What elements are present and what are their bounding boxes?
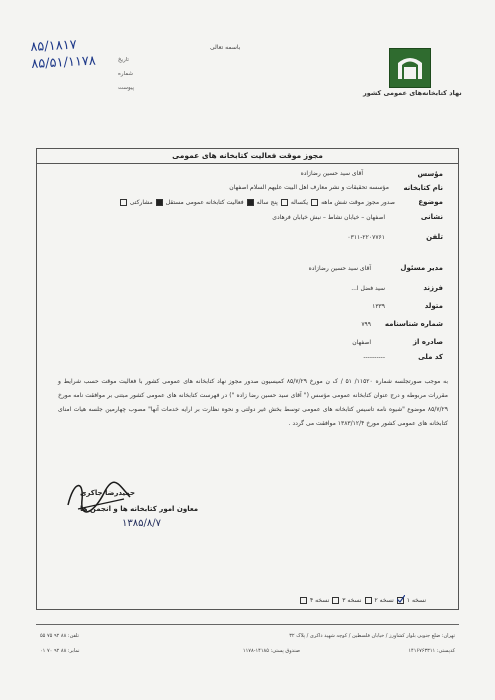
option-activity: فعالیت کتابخانه عمومی مستقل bbox=[165, 199, 244, 206]
footer-fax: نمابر: ۸۸ ۹۲ ۷۰ ۰۱ bbox=[40, 648, 80, 654]
checkmark-icon bbox=[397, 595, 405, 603]
copy-4-checkbox[interactable] bbox=[300, 597, 307, 604]
address-label: نشانی bbox=[420, 213, 443, 221]
attachment-label: پیوست bbox=[118, 85, 135, 91]
date-label: تاریخ bbox=[118, 57, 129, 63]
child-of-label: فرزند bbox=[423, 284, 443, 292]
subject-options bbox=[120, 199, 395, 206]
footer-phone-label: تلفن bbox=[69, 633, 79, 639]
subject-value: صدور مجوز موقت شش ماهه bbox=[321, 199, 395, 206]
handwritten-ref-line-1: ۸۵/۱۸۱۷ bbox=[30, 37, 78, 55]
handwritten-ref-line-2: ۸۵/۵۱/۱۱۷۸ bbox=[30, 53, 97, 72]
option-five-year: پنج ساله bbox=[256, 199, 278, 206]
checkbox-six-month[interactable] bbox=[311, 199, 318, 206]
manager-value: آقای سید حسین رضازاده bbox=[308, 265, 371, 272]
footer-phone: تلفن: ۸۸ ۹۲ ۷۵ ۵۵ bbox=[40, 633, 79, 639]
signatory-role: معاون امور کتابخانه ها و انجمن ها bbox=[80, 505, 199, 513]
national-code-value: ---------- bbox=[363, 354, 385, 361]
footer-phone-value: ۸۸ ۹۲ ۷۵ ۵۵ bbox=[40, 633, 67, 639]
id-number-value: ۷۹۹ bbox=[361, 321, 371, 328]
footer-fax-label: نمابر bbox=[69, 648, 80, 654]
checkbox-five-year[interactable] bbox=[247, 199, 254, 206]
born-value: ۱۳۳۹ bbox=[372, 303, 385, 310]
issued-from-label: صادره از bbox=[412, 338, 443, 346]
option-partnership: مشارکتی bbox=[129, 199, 153, 206]
checkbox-one-year[interactable] bbox=[281, 199, 288, 206]
copy-4-label: نسخه ۴ bbox=[310, 597, 330, 604]
library-name-label: نام کتابخانه bbox=[403, 184, 443, 192]
founder-value: آقای سید حسین رضازاده bbox=[300, 170, 363, 177]
form-header-divider bbox=[36, 163, 459, 164]
checkbox-partnership[interactable] bbox=[120, 199, 127, 206]
option-one-year: یکساله bbox=[290, 199, 309, 206]
signature-date: ۱۳۸۵/۸/۷ bbox=[122, 518, 161, 529]
born-label: متولد bbox=[424, 302, 443, 310]
number-label: شماره bbox=[118, 71, 134, 77]
footer-po-box: صندوق پستی: ۱۴۱۸۵-۱۱۷۸ bbox=[242, 648, 300, 654]
checkbox-activity[interactable] bbox=[156, 199, 163, 206]
copy-2-label: نسخه ۲ bbox=[374, 597, 394, 604]
phone-value: ۰۳۱۱-۲۲۰۷۷۶۱ bbox=[347, 234, 385, 241]
library-name-value: مؤسسه تحقیقات و نشر معارف اهل البیت علیهم السلام اصفهان bbox=[229, 184, 389, 191]
national-code-label: کد ملی bbox=[418, 353, 443, 361]
signatory-name: حمیدرضا جاکری bbox=[80, 489, 136, 497]
phone-label: تلفن bbox=[426, 233, 443, 241]
copy-3-checkbox[interactable] bbox=[332, 597, 339, 604]
footer-address: تهران: ضلع جنوبی بلوار کشاورز / خیابان فلسطین / کوچه شهید ذاکری / پلاک ۳۲ bbox=[289, 633, 455, 639]
footer-divider bbox=[36, 624, 459, 625]
copy-2-checkbox[interactable] bbox=[365, 597, 372, 604]
bismillah-text: باسمه تعالی bbox=[210, 44, 241, 51]
copies-row bbox=[300, 597, 426, 604]
subject-label: موضوع bbox=[418, 198, 443, 206]
org-name: نهاد کتابخانه‌های عمومی کشور bbox=[363, 89, 462, 97]
child-of-value: سید فضل ا... bbox=[351, 285, 385, 292]
footer-postal-code: کدپستی: ۱۴۱۶۷۶۳۳۱۱ bbox=[408, 648, 455, 654]
id-number-label: شماره شناسنامه bbox=[384, 320, 443, 328]
copy-1-label: نسخه ۱ bbox=[406, 597, 427, 604]
copy-3-label: نسخه ۳ bbox=[342, 597, 362, 604]
founder-label: مؤسس bbox=[417, 170, 443, 178]
footer-fax-value: ۸۸ ۹۲ ۷۰ ۰۱ bbox=[40, 648, 67, 654]
handwritten-reference bbox=[30, 37, 96, 72]
copy-1-checkbox[interactable] bbox=[397, 597, 404, 604]
manager-label: مدیر مسئول bbox=[400, 264, 443, 272]
address-value: اصفهان – خیابان نشاط – نبش خیابان فرهادی bbox=[272, 214, 385, 221]
form-title: مجوز موقت فعالیت کتابخانه های عمومی bbox=[172, 151, 323, 160]
approval-paragraph: به موجب صورتجلسه شماره ۱۱۵۲۰/ ۵۱ / ک ن مورخ ۸۵/۷/۲۹ کمیسیون صدور مجوز نهاد کتابخانه های عمومی کشور با فعالیت موقت حسب شرایط و مقررات مربوطه و درج عنوان کتابخانه عمومی مؤسس (" آقای سید حسین رضا زاده ") در فهرست کتابخانه های عمومی کشور مبتنی بر موافقت نامه مورخ ۸۵/۷/۲۹ موضوع "شیوه نامه تاسیس کتابخانه های عمومی توسط بخش غیر دولتی و نحوه نظارت بر ارایه خدمات آنها" مصوب چهارمین جلسه هیات امنای کتابخانه های عمومی کشور مورخ ۱۳۸۳/۱۲/۴ موافقت می گردد . bbox=[58, 378, 448, 427]
issued-from-value: اصفهان bbox=[352, 339, 371, 346]
org-logo-icon bbox=[389, 48, 431, 88]
